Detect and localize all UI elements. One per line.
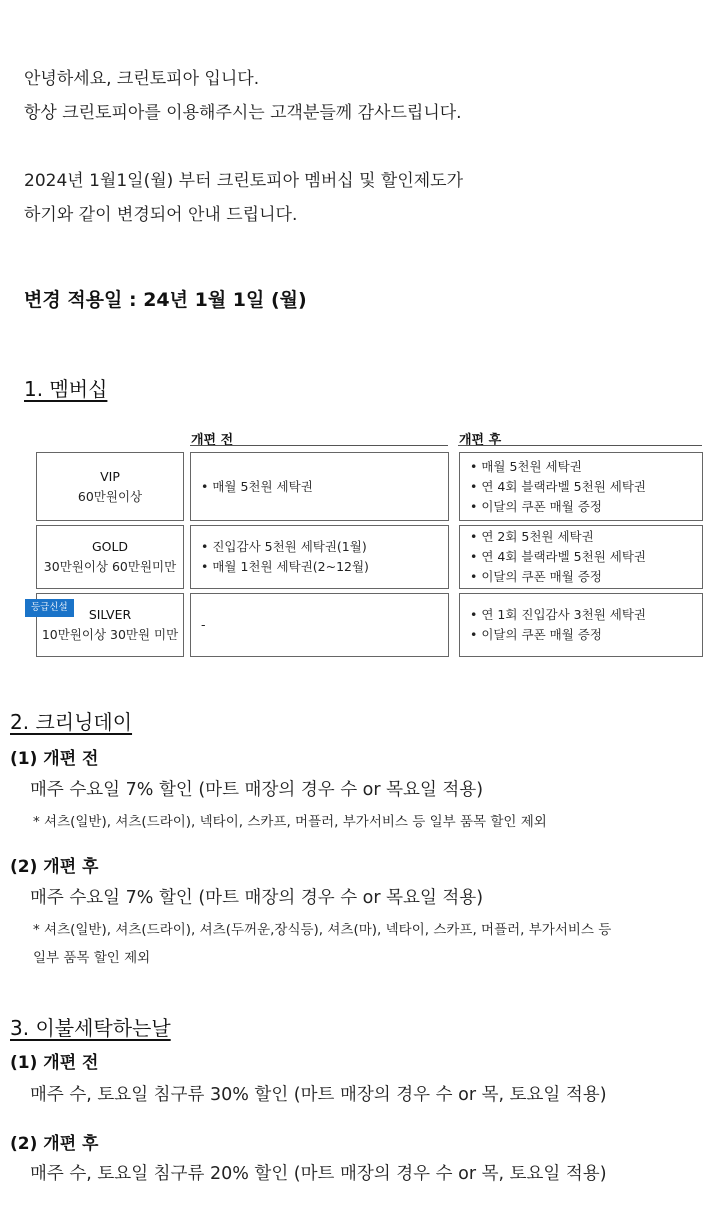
benefit-line: • 매월 5천원 세탁권 [470,458,582,474]
benefit-line: • 매월 1천원 세탁권(2~12월) [201,559,369,574]
cleaning-after-note-2: 일부 품목 할인 제외 [33,950,151,966]
grade-name: VIP [100,468,120,484]
intro-line-1: 안녕하세요, 크린토피아 입니다. [24,69,260,89]
grade-condition: 30만원이상 60만원미만 [43,559,177,574]
column-after-label: 개편 후 [459,433,502,448]
benefit-line: • 이달의 쿠폰 매월 증정 [470,498,602,514]
bedding-day-heading: 3. 이불세탁하는날 [10,1016,171,1040]
cleaning-day-heading: 2. 크리닝데이 [10,710,133,734]
bedding-before-label: (1) 개편 전 [10,1053,99,1073]
cleaning-before-note: * 셔츠(일반), 셔츠(드라이), 넥타이, 스카프, 머플러, 부가서비스 등 일부 품목 할인 제외 [33,814,547,830]
benefit-line: • 이달의 쿠폰 매월 증정 [470,569,602,584]
bedding-after-text: 매주 수, 토요일 침구류 20% 할인 (마트 매장의 경우 수 or 목, 토요일 적용) [30,1164,607,1184]
cleaning-before-text: 매주 수요일 7% 할인 (마트 매장의 경우 수 or 목요일 적용) [30,780,484,800]
bedding-after-label: (2) 개편 후 [10,1134,99,1154]
benefit-line: • 연 4회 블랙라벨 5천원 세탁권 [470,549,646,564]
benefit-line: - [201,617,206,632]
benefit-line: • 진입감사 5천원 세탁권(1월) [201,539,367,554]
grade-cell-gold [36,525,184,589]
new-grade-badge: 등급신설 [25,599,74,617]
cleaning-before-label: (1) 개편 전 [10,749,99,769]
benefit-line: • 이달의 쿠폰 매월 증정 [470,627,602,642]
bedding-before-text: 매주 수, 토요일 침구류 30% 할인 (마트 매장의 경우 수 or 목, 토요일 적용) [30,1085,607,1105]
membership-heading: 1. 멤버십 [24,377,108,401]
intro-line-4: 하기와 같이 변경되어 안내 드립니다. [24,205,298,225]
column-before-label: 개편 전 [191,433,234,448]
column-after-rule [458,445,702,446]
benefit-before-silver [190,593,449,657]
grade-condition: 60만원이상 [77,488,143,504]
grade-condition: 10만원이상 30만원 미만 [41,627,179,642]
effective-date: 변경 적용일 : 24년 1월 1일 (월) [24,289,307,311]
benefit-after-silver [459,593,703,657]
intro-line-2: 항상 크린토피아를 이용해주시는 고객분들께 감사드립니다. [24,103,462,123]
grade-cell-vip [36,452,184,521]
grade-name: GOLD [91,539,129,554]
benefit-line: • 연 2회 5천원 세탁권 [470,529,594,544]
benefit-before-vip [190,452,449,521]
benefit-line: • 연 1회 진입감사 3천원 세탁권 [470,607,646,622]
cleaning-after-note-1: * 셔츠(일반), 셔츠(드라이), 셔츠(두꺼운,장식등), 셔츠(마), 넥타이, 스카프, 머플러, 부가서비스 등 [33,922,612,938]
benefit-before-gold [190,525,449,589]
grade-name: SILVER [88,607,132,622]
benefit-line: • 연 4회 블랙라벨 5천원 세탁권 [470,478,646,494]
benefit-after-gold [459,525,703,589]
intro-line-3: 2024년 1월1일(월) 부터 크린토피아 멤버십 및 할인제도가 [24,171,464,191]
column-before-rule [190,445,448,446]
benefit-after-vip [459,452,703,521]
cleaning-after-label: (2) 개편 후 [10,857,99,877]
benefit-line: • 매월 5천원 세탁권 [201,478,313,494]
cleaning-after-text: 매주 수요일 7% 할인 (마트 매장의 경우 수 or 목요일 적용) [30,888,484,908]
